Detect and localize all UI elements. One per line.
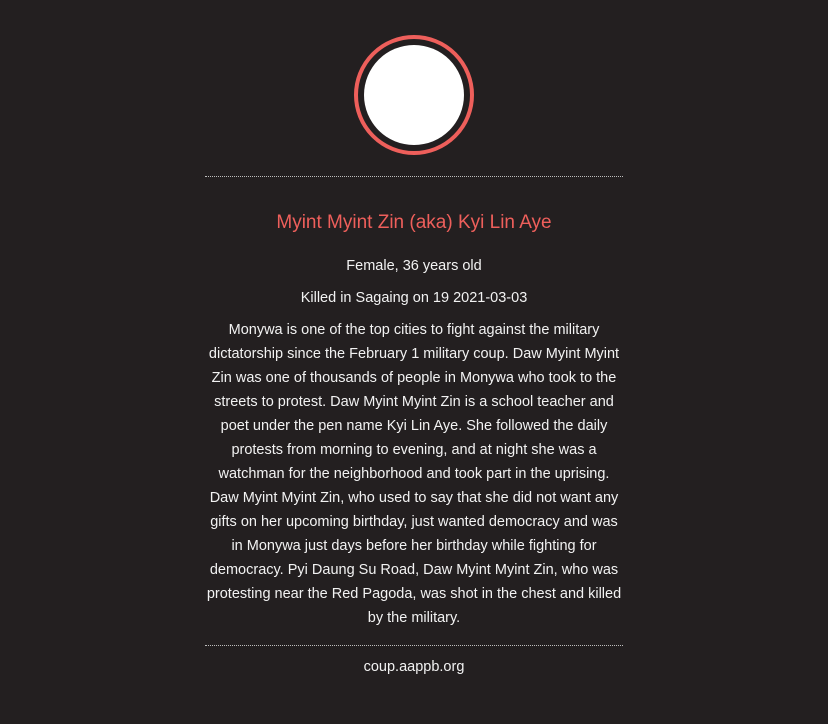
avatar-placeholder bbox=[364, 45, 464, 145]
gender-age: Female, 36 years old bbox=[346, 258, 482, 274]
bio-line: democracy. Pyi Daung Su Road, Daw Myint Myint Zin, who was bbox=[209, 562, 619, 578]
bio-line: poet under the pen name Kyi Lin Aye. She followed the daily bbox=[220, 418, 608, 434]
bio-line: Monywa is one of the top cities to fight against the military bbox=[228, 322, 600, 338]
top-divider bbox=[205, 176, 623, 177]
bio-line: Daw Myint Myint Zin, who used to say that she did not want any bbox=[209, 490, 619, 506]
avatar bbox=[354, 35, 474, 155]
biography bbox=[205, 318, 623, 630]
killed-info: Killed in Sagaing on 19 2021-03-03 bbox=[300, 290, 528, 306]
source-text: coup.aappb.org bbox=[363, 659, 465, 675]
bio-line: protests from morning to evening, and at night she was a bbox=[231, 442, 597, 458]
person-name: Myint Myint Zin (aka) Kyi Lin Aye bbox=[276, 212, 552, 233]
bottom-divider bbox=[205, 645, 623, 646]
bio-line: gifts on her upcoming birthday, just wanted democracy and was bbox=[210, 514, 618, 530]
bio-line: Zin was one of thousands of people in Monywa who took to the bbox=[211, 370, 617, 386]
bio-line: by the military. bbox=[367, 610, 461, 626]
bio-line: watchman for the neighborhood and took part in the uprising. bbox=[218, 466, 610, 482]
bio-line: in Monywa just days before her birthday while fighting for bbox=[231, 538, 597, 554]
bio-line: dictatorship since the February 1 military coup. Daw Myint Myint bbox=[208, 346, 620, 362]
bio-line: streets to protest. Daw Myint Myint Zin is a school teacher and bbox=[214, 394, 614, 410]
bio-line: protesting near the Red Pagoda, was shot in the chest and killed bbox=[206, 586, 622, 602]
